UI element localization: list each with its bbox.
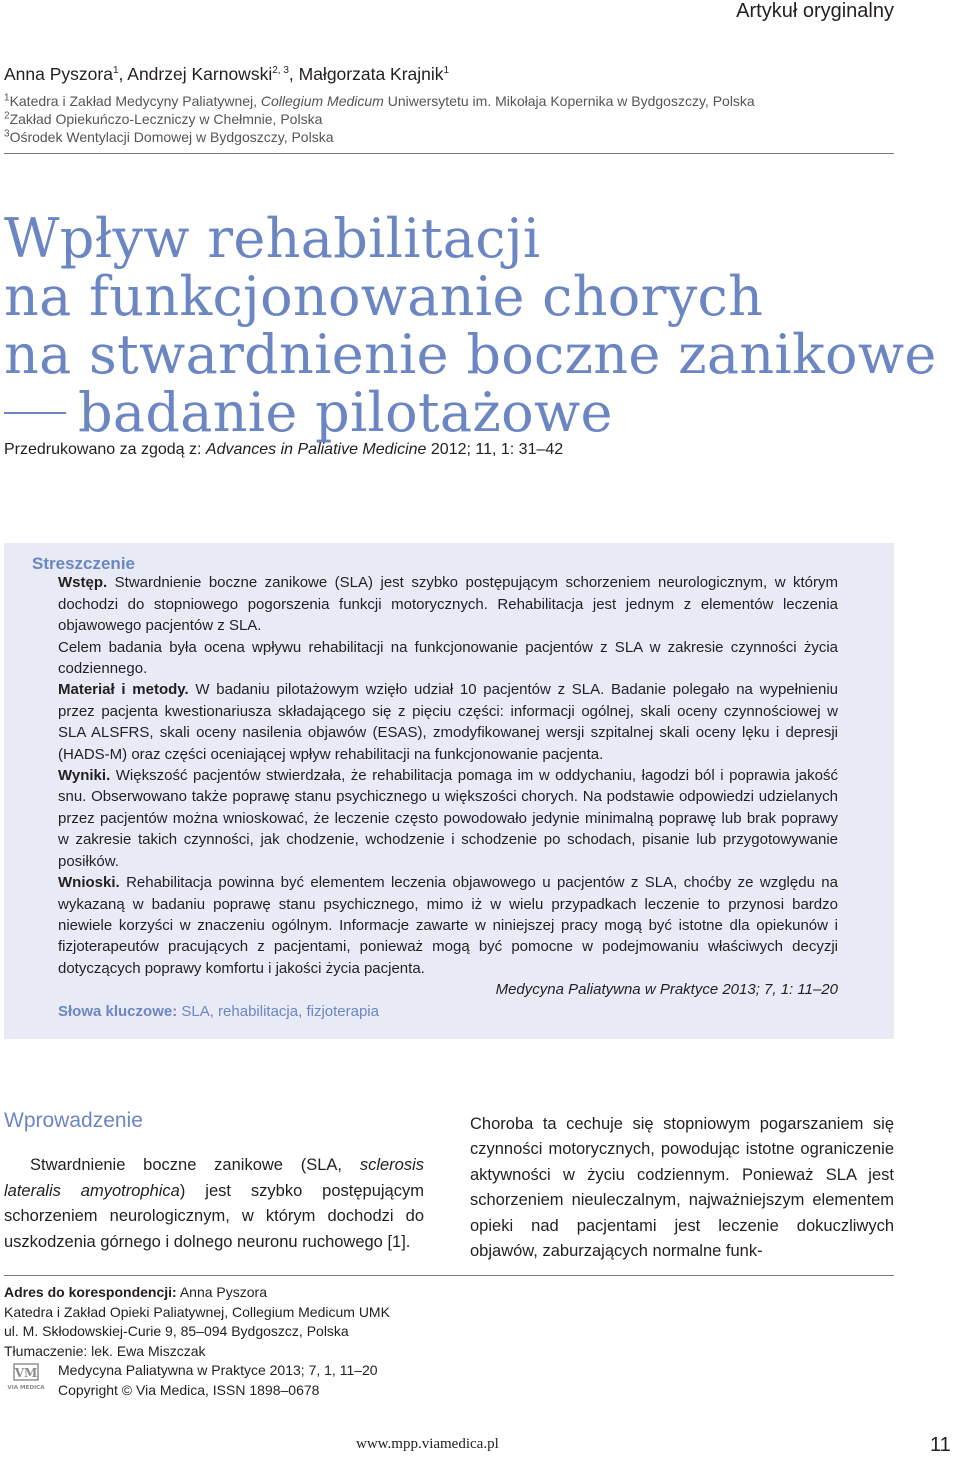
author-list [4,64,449,85]
abstract-label: Materiał i metody. [58,681,189,699]
affiliation-mark: 2 [4,110,10,122]
body-text: ) jest szybko postępującym schorzeniem neurologicznym, w którym dochodzi do uszkodzenia górnego i dolnego neuronu ruchowego [1]. [4,1181,424,1251]
keywords [58,1001,838,1022]
reprint-text: 2012; 11, 1: 31–42 [426,441,564,458]
title-line: Wpływ rehabilitacji [4,207,541,270]
keywords-label: Słowa kluczowe: [58,1002,178,1020]
header-divider [4,153,894,154]
affiliation-text: Zakład Opiekuńczo-Leczniczy w Chełmnie, Polska [9,111,323,127]
affiliation-mark: 1 [4,92,10,104]
abstract-methods [58,679,838,765]
author-affiliation-mark: 1 [443,65,450,77]
section-heading: Wprowadzenie [4,1109,143,1132]
affiliation-1 [4,93,755,109]
author-name: Małgorzata Krajnik [298,64,444,84]
svg-text:VM: VM [14,1366,38,1380]
abstract-conclusions [58,872,838,979]
title-line: badanie pilotażowe [78,381,613,444]
correspondence-line: ul. M. Skłodowskiej-Curie 9, 85–094 Bydgoszcz, Polska [4,1323,349,1339]
affiliation-text: Katedra i Zakład Medycyny Paliatywnej, [9,93,261,109]
abstract-label: Wyniki. [58,767,111,785]
abstract-box [4,543,894,1039]
affiliation-mark: 3 [4,128,10,140]
abstract-label: Wnioski. [58,874,120,892]
author-name: Anna Pyszora [4,64,113,84]
affiliation-text: Uniwersytetu im. Mikołaja Kopernika w Bydgoszczy, Polska [383,93,755,109]
correspondence-line: Katedra i Zakład Opieki Paliatywnej, Collegium Medicum UMK [4,1303,390,1320]
page-number: 11 [930,1434,951,1456]
author-affiliation-mark: 2, 3 [272,65,289,77]
author-separator: , [118,64,128,84]
reprint-note [4,441,563,459]
copyright-line: Copyright © Via Medica, ISSN 1898–0678 [58,1381,320,1398]
journal-url[interactable]: www.mpp.viamedica.pl [356,1436,499,1452]
body-italic: sclerosis lateralis amyotrophica [4,1156,424,1200]
body-paragraph: Choroba ta cechuje się stopniowym pogarszaniem się czynności motorycznych, powodując istotne ograniczenie aktywności w życiu codziennym. Ponieważ SLA jest schorzeniem nieuleczalnym, najważniejszym elementem opieki nad pacjentami jest leczenie dokuczliwych objawów, zaburzających normalne funk- [470,1115,894,1261]
abstract-text: Stwardnienie boczne zanikowe (SLA) jest szybko postępującym schorzeniem neurologicznym, w którym dochodzi do stopniowego pogorszenia funkcji motorycznych. Rehabilitacja jest jednym z elementów leczenia objawowego pacjentów z SLA. [58,574,838,635]
correspondence-line: Tłumaczenie: lek. Ewa Miszczak [4,1342,206,1359]
abstract-text: Większość pacjentów stwierdzała, że rehabilitacja pomaga im w oddychaniu, łagodzi ból i poprawia jakość snu. Obserwowano także poprawę stanu psychicznego u większości chorych. Na podstawie odpowiedzi udzielanych przez pacjentów można wnioskować, że leczenie często powodowało jedynie minimalną poprawę lub brak poprawy w zakresie takich czynności, jak chodzenie, wchodzenie i schodzenie po schodach, pisanie lub przygotowywanie posiłków. [58,767,838,870]
abstract-text: W badaniu pilotażowym wzięło udział 10 pacjentów z SLA. Badanie polegało na wypełnieniu przez pacjenta kwestionariusza składającego się z pięciu części: informacji ogólnej, skali oceny czynnościowej w SLA ALSFRS, skali oceny nasilenia objawów (ESAS), zmodyfikowanej wersji szpitalnej skali oceny lęku i depresji (HADS-M) oraz części oceniającej wpływ rehabilitacji na funkcjonowanie pacjenta. [58,681,838,763]
abstract-content [32,553,838,1022]
publication-info [58,1361,378,1400]
reprint-journal: Advances in Paliative Medicine [205,441,427,458]
body-column-left [4,1108,424,1255]
abstract-intro [58,572,838,636]
footer-divider [4,1275,894,1276]
correspondence-label: Adres do korespondencji: [4,1284,177,1300]
affiliation-italic: Collegium Medicum [260,93,384,109]
affiliation-text: Ośrodek Wentylacji Domowej w Bydgoszczy, Polska [9,129,334,145]
correspondence-name: Anna Pyszora [176,1284,267,1300]
publication-line: Medycyna Paliatywna w Praktyce 2013; 7, 1, 11–20 [58,1362,378,1378]
abstract-citation: Medycyna Paliatywna w Praktyce 2013; 7, 1: 11–20 [495,981,838,999]
abstract-label: Wstęp. [58,574,108,592]
title-line-with-dash [4,381,937,444]
affiliation-2 [4,111,322,127]
reprint-text: Przedrukowano za zgodą z: [4,441,206,458]
affiliation-3 [4,129,334,145]
correspondence-line [4,1283,390,1303]
keywords-text: SLA, rehabilitacja, fizjoterapia [177,1002,379,1020]
title-line: na stwardnienie boczne zanikowe [4,323,937,386]
via-medica-logo-icon [4,1363,48,1391]
title-line: na funkcjonowanie chorych [4,265,764,328]
body-text: Stwardnienie boczne zanikowe (SLA, [30,1156,360,1175]
body-column-right [470,1112,894,1264]
title-dash [4,412,66,414]
body-paragraph [4,1153,424,1255]
correspondence-block [4,1283,390,1361]
abstract-heading: Streszczenie [32,554,135,573]
abstract-text: Rehabilitacja powinna być elementem leczenia objawowego u pacjentów z SLA, choćby ze względu na wykazaną w badaniu poprawę stanu psychicznego, mimo iż w wielu przypadkach leczenie to przynosi bardzo niewiele korzyści w znaczeniu ogólnym. Informacje zawarte w niniejszej pracy mogą być istotne dla opiekunów i fizjoterapeutów pracujących z pacjentami, ponieważ mogą być pomocne w podejmowaniu właściwych decyzji dotyczących poprawy komfortu i jakości życia pacjenta. [58,874,838,977]
author-separator: , [288,64,299,84]
logo-text: VIA MEDICA [7,1385,45,1391]
abstract-aim: Celem badania była ocena wpływu rehabilitacji na funkcjonowanie pacjentów z SLA w zakresie czynności życia codziennego. [58,638,838,678]
abstract-results [58,765,838,872]
article-title [4,207,937,444]
section-label: Artykuł oryginalny [736,0,894,22]
author-affiliation-mark: 1 [112,65,119,77]
author-name: Andrzej Karnowski [127,64,273,84]
